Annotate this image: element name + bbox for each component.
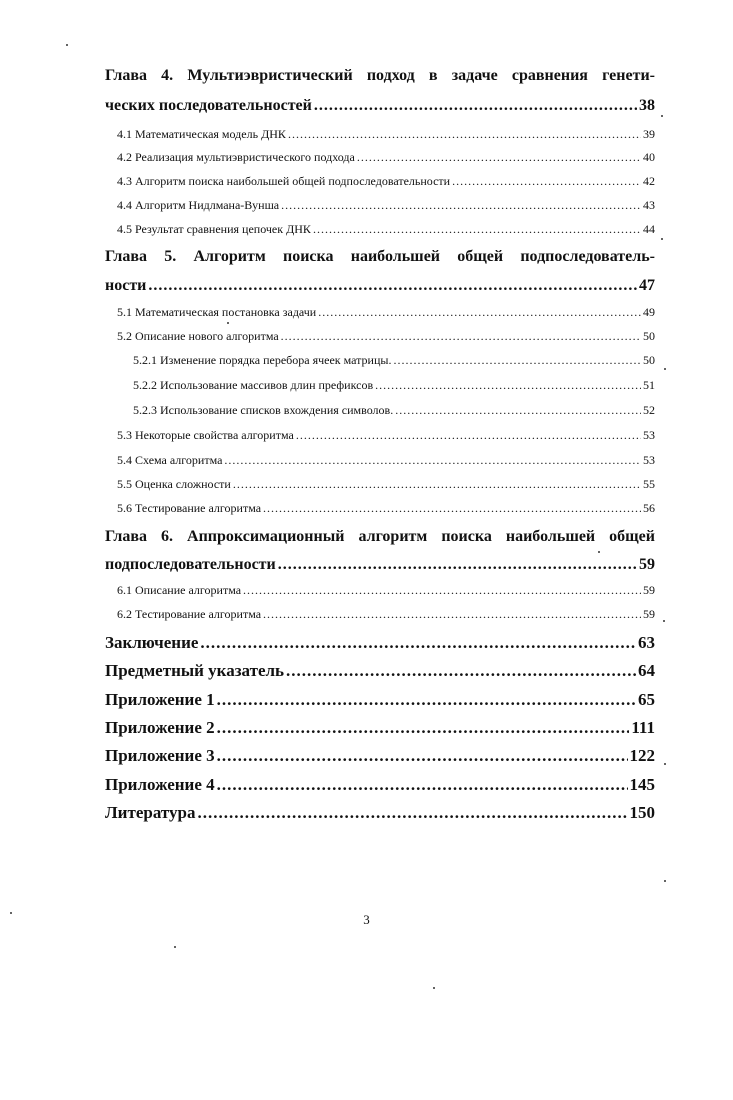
toc-section-page: 43 — [643, 198, 655, 212]
dot-leader — [375, 378, 641, 393]
toc-entry-page: 111 — [631, 718, 655, 737]
toc-section-title: 5.2.3 Использование списков вхождения символов. — [133, 403, 394, 417]
dot-leader — [313, 222, 641, 237]
toc-section-title: 5.1 Математическая постановка задачи — [117, 305, 317, 319]
dot-leader — [200, 633, 636, 653]
dot-leader — [296, 428, 641, 443]
dot-leader — [263, 607, 641, 622]
dot-leader — [243, 583, 641, 598]
toc-section-4-3[interactable] — [117, 174, 655, 189]
toc-entry-title: Предметный указатель — [105, 661, 285, 680]
toc-section-page: 53 — [643, 453, 655, 467]
toc-section-5-5[interactable] — [117, 477, 655, 492]
toc-subject-index[interactable] — [105, 661, 655, 681]
dot-leader — [286, 661, 636, 681]
toc-chapter-6[interactable] — [105, 556, 655, 574]
toc-section-title: 5.3 Некоторые свойства алгоритма — [117, 428, 294, 442]
toc-section-5-6[interactable] — [117, 501, 655, 516]
toc-section-6-1[interactable] — [117, 583, 655, 598]
dot-leader — [288, 127, 641, 142]
scan-speck — [661, 238, 663, 240]
toc-subsection-5-2-3[interactable] — [133, 403, 655, 418]
toc-section-title: 6.2 Тестирование алгоритма — [117, 607, 262, 621]
toc-appendix-2[interactable] — [105, 718, 655, 738]
toc-entry-title: Заключение — [105, 633, 199, 652]
toc-appendix-4[interactable] — [105, 775, 655, 795]
toc-section-5-4[interactable] — [117, 453, 655, 468]
toc-section-4-1[interactable] — [117, 127, 655, 142]
dot-leader — [217, 746, 628, 766]
toc-section-title: 5.4 Схема алгоритма — [117, 453, 223, 467]
toc-section-page: 49 — [643, 305, 655, 319]
toc-chapter-4-line1: Глава 4. Мультиэвристический подход в задаче сравнения генети- — [105, 67, 655, 84]
toc-entry-page: 65 — [638, 690, 655, 709]
toc-section-title: 4.1 Математическая модель ДНК — [117, 127, 286, 141]
toc-chapter-6-page: 59 — [639, 556, 655, 573]
toc-section-page: 50 — [643, 329, 655, 343]
toc-section-title: 5.2.2 Использование массивов длин префиксов — [133, 378, 374, 392]
toc-section-page: 42 — [643, 174, 655, 188]
toc-conclusion[interactable] — [105, 633, 655, 653]
toc-chapter-4[interactable] — [105, 97, 655, 115]
toc-section-page: 55 — [643, 477, 655, 491]
scan-speck — [10, 912, 12, 914]
page-number: 3 — [363, 912, 370, 927]
dot-leader — [217, 718, 630, 738]
toc-section-page: 59 — [643, 607, 655, 621]
toc-entry-title: Литература — [105, 803, 196, 822]
scan-speck — [661, 115, 663, 117]
toc-section-title: 4.3 Алгоритм поиска наибольшей общей подпоследовательности — [117, 174, 451, 188]
toc-entry-page: 64 — [638, 661, 655, 680]
toc-entry-page: 122 — [629, 746, 655, 765]
toc-subsection-5-2-1[interactable] — [133, 353, 655, 368]
scan-speck — [663, 620, 665, 622]
scan-speck — [664, 880, 666, 882]
toc-section-title: 5.6 Тестирование алгоритма — [117, 501, 262, 515]
dot-leader — [281, 329, 641, 344]
toc-section-6-2[interactable] — [117, 607, 655, 622]
toc-section-title: 4.2 Реализация мультиэвристического подхода — [117, 150, 355, 164]
toc-section-page: 44 — [643, 222, 655, 236]
toc-section-page: 52 — [643, 403, 655, 417]
scan-speck — [598, 551, 600, 553]
toc-section-5-2[interactable] — [117, 329, 655, 344]
toc-section-title: 4.4 Алгоритм Нидлмана-Вунша — [117, 198, 280, 212]
toc-subsection-5-2-2[interactable] — [133, 378, 655, 393]
toc-section-page: 39 — [643, 127, 655, 141]
toc-chapter-6-line1: Глава 6. Аппроксимационный алгоритм поиска наибольшей общей — [105, 528, 655, 545]
toc-section-page: 50 — [643, 353, 655, 367]
dot-leader — [393, 353, 641, 368]
toc-section-page: 53 — [643, 428, 655, 442]
scan-speck — [664, 763, 666, 765]
toc-section-title: 5.2.1 Изменение порядка перебора ячеек матрицы. — [133, 353, 392, 367]
toc-entry-page: 150 — [629, 803, 655, 822]
toc-section-5-1[interactable] — [117, 305, 655, 320]
toc-section-title: 5.2 Описание нового алгоритма — [117, 329, 279, 343]
dot-leader — [395, 403, 641, 418]
scan-speck — [433, 987, 435, 989]
toc-section-title: 4.5 Результат сравнения цепочек ДНК — [117, 222, 311, 236]
dot-leader — [224, 453, 641, 468]
toc-appendix-1[interactable] — [105, 690, 655, 710]
toc-section-page: 59 — [643, 583, 655, 597]
toc-section-title: 5.5 Оценка сложности — [117, 477, 231, 491]
scan-speck — [227, 322, 229, 324]
scan-speck — [66, 44, 68, 46]
dot-leader — [318, 305, 641, 320]
toc-chapter-4-title: ческих последовательностей — [105, 97, 312, 114]
toc-entry-title: Приложение 4 — [105, 775, 215, 794]
toc-section-5-3[interactable] — [117, 428, 655, 443]
toc-section-title: 6.1 Описание алгоритма — [117, 583, 242, 597]
dot-leader — [197, 803, 627, 823]
toc-appendix-3[interactable] — [105, 746, 655, 766]
dot-leader — [357, 150, 641, 165]
toc-chapter-5[interactable] — [105, 277, 655, 295]
dot-leader — [314, 97, 637, 115]
toc-section-4-4[interactable] — [117, 198, 655, 213]
dot-leader — [148, 277, 637, 295]
dot-leader — [217, 690, 636, 710]
toc-entry-title: Приложение 3 — [105, 746, 215, 765]
toc-entry-title: Приложение 2 — [105, 718, 215, 737]
dot-leader — [233, 477, 641, 492]
toc-section-4-2[interactable] — [117, 150, 655, 165]
scan-speck — [174, 946, 176, 948]
dot-leader — [452, 174, 641, 189]
toc-chapter-5-line1: Глава 5. Алгоритм поиска наибольшей общей подпоследователь- — [105, 248, 655, 265]
toc-chapter-5-page: 47 — [639, 277, 655, 294]
toc-chapter-4-page: 38 — [639, 97, 655, 114]
scan-speck — [664, 368, 666, 370]
toc-entry-page: 145 — [629, 775, 655, 794]
toc-section-4-5[interactable] — [117, 222, 655, 237]
dot-leader — [281, 198, 641, 213]
dot-leader — [278, 556, 637, 574]
toc-chapter-5-title: ности — [105, 277, 147, 294]
dot-leader — [263, 501, 641, 516]
toc-entry-title: Приложение 1 — [105, 690, 215, 709]
toc-chapter-6-title: подпоследовательности — [105, 556, 276, 573]
toc-literature[interactable] — [105, 803, 655, 823]
toc-section-page: 56 — [643, 501, 655, 515]
toc-entry-page: 63 — [638, 633, 655, 652]
dot-leader — [217, 775, 628, 795]
toc-section-page: 51 — [643, 378, 655, 392]
toc-section-page: 40 — [643, 150, 655, 164]
